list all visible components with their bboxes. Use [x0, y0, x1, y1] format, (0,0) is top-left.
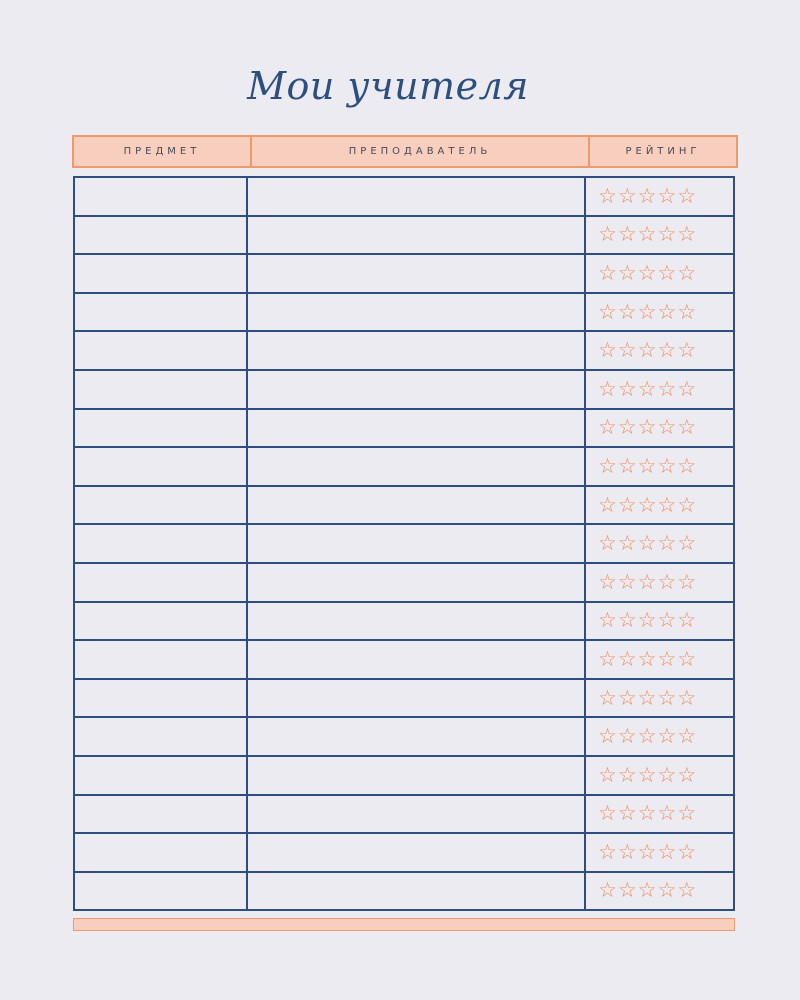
table-row	[75, 796, 733, 835]
teacher-cell[interactable]	[248, 873, 586, 910]
outline-star-icon[interactable]: ☆	[657, 685, 677, 710]
outline-star-icon[interactable]: ☆	[637, 608, 657, 633]
teacher-cell[interactable]	[248, 718, 586, 755]
outline-star-icon[interactable]: ☆	[657, 299, 677, 324]
outline-star-icon[interactable]: ☆	[657, 492, 677, 517]
outline-star-icon[interactable]: ☆	[677, 762, 697, 787]
subject-cell[interactable]	[75, 178, 248, 215]
outline-star-icon[interactable]: ☆	[598, 415, 617, 440]
subject-cell[interactable]	[75, 796, 248, 833]
outline-star-icon[interactable]: ☆	[677, 646, 697, 671]
header-rating: РЕЙТИНГ	[588, 137, 736, 166]
rating-cell	[586, 217, 733, 254]
table-row	[75, 217, 733, 256]
teacher-cell[interactable]	[248, 294, 586, 331]
table-row	[75, 410, 733, 449]
outline-star-icon[interactable]: ☆	[657, 569, 677, 594]
outline-star-icon[interactable]: ☆	[637, 531, 657, 556]
table-header	[72, 135, 738, 168]
subject-cell[interactable]	[75, 410, 248, 447]
outline-star-icon[interactable]: ☆	[617, 260, 637, 285]
rating-cell	[586, 448, 733, 485]
outline-star-icon[interactable]: ☆	[598, 569, 617, 594]
rating-cell	[586, 410, 733, 447]
rating-cell	[586, 332, 733, 369]
table-row	[75, 641, 733, 680]
outline-star-icon[interactable]: ☆	[657, 260, 677, 285]
outline-star-icon[interactable]: ☆	[637, 338, 657, 363]
outline-star-icon[interactable]: ☆	[637, 183, 657, 208]
outline-star-icon[interactable]: ☆	[598, 839, 617, 864]
footer-bar	[73, 918, 735, 931]
outline-star-icon[interactable]: ☆	[598, 878, 617, 903]
subject-cell[interactable]	[75, 448, 248, 485]
teacher-cell[interactable]	[248, 525, 586, 562]
subject-cell[interactable]	[75, 294, 248, 331]
outline-star-icon[interactable]: ☆	[637, 724, 657, 749]
teachers-table	[73, 176, 735, 911]
outline-star-icon[interactable]: ☆	[677, 222, 697, 247]
subject-cell[interactable]	[75, 255, 248, 292]
teacher-cell[interactable]	[248, 410, 586, 447]
subject-cell[interactable]	[75, 680, 248, 717]
subject-cell[interactable]	[75, 371, 248, 408]
teacher-cell[interactable]	[248, 796, 586, 833]
subject-cell[interactable]	[75, 873, 248, 910]
outline-star-icon[interactable]: ☆	[677, 569, 697, 594]
outline-star-icon[interactable]: ☆	[637, 839, 657, 864]
page-title: Мои учителя	[247, 64, 529, 108]
rating-cell	[586, 796, 733, 833]
rating-cell	[586, 564, 733, 601]
outline-star-icon[interactable]: ☆	[657, 724, 677, 749]
table-row	[75, 834, 733, 873]
outline-star-icon[interactable]: ☆	[637, 685, 657, 710]
outline-star-icon[interactable]: ☆	[677, 801, 697, 826]
rating-cell	[586, 255, 733, 292]
outline-star-icon[interactable]: ☆	[657, 801, 677, 826]
table-row	[75, 564, 733, 603]
outline-star-icon[interactable]: ☆	[598, 260, 617, 285]
teacher-cell[interactable]	[248, 487, 586, 524]
subject-cell[interactable]	[75, 757, 248, 794]
outline-star-icon[interactable]: ☆	[677, 608, 697, 633]
outline-star-icon[interactable]: ☆	[617, 415, 637, 440]
outline-star-icon[interactable]: ☆	[677, 531, 697, 556]
outline-star-icon[interactable]: ☆	[677, 839, 697, 864]
teacher-cell[interactable]	[248, 603, 586, 640]
table-row	[75, 603, 733, 642]
outline-star-icon[interactable]: ☆	[637, 801, 657, 826]
outline-star-icon[interactable]: ☆	[598, 453, 617, 478]
outline-star-icon[interactable]: ☆	[637, 453, 657, 478]
outline-star-icon[interactable]: ☆	[637, 376, 657, 401]
rating-cell	[586, 680, 733, 717]
outline-star-icon[interactable]: ☆	[617, 608, 637, 633]
rating-cell	[586, 178, 733, 215]
table-row	[75, 448, 733, 487]
outline-star-icon[interactable]: ☆	[677, 685, 697, 710]
outline-star-icon[interactable]: ☆	[657, 762, 677, 787]
rating-cell	[586, 371, 733, 408]
outline-star-icon[interactable]: ☆	[637, 646, 657, 671]
outline-star-icon[interactable]: ☆	[677, 415, 697, 440]
outline-star-icon[interactable]: ☆	[657, 878, 677, 903]
outline-star-icon[interactable]: ☆	[617, 183, 637, 208]
teacher-cell[interactable]	[248, 757, 586, 794]
teacher-cell[interactable]	[248, 178, 586, 215]
outline-star-icon[interactable]: ☆	[657, 839, 677, 864]
rating-cell	[586, 294, 733, 331]
table-row	[75, 371, 733, 410]
teacher-cell[interactable]	[248, 641, 586, 678]
outline-star-icon[interactable]: ☆	[677, 376, 697, 401]
rating-cell	[586, 834, 733, 871]
rating-cell	[586, 873, 733, 910]
outline-star-icon[interactable]: ☆	[617, 839, 637, 864]
teacher-cell[interactable]	[248, 834, 586, 871]
outline-star-icon[interactable]: ☆	[598, 801, 617, 826]
outline-star-icon[interactable]: ☆	[598, 531, 617, 556]
subject-cell[interactable]	[75, 834, 248, 871]
rating-cell	[586, 718, 733, 755]
outline-star-icon[interactable]: ☆	[598, 608, 617, 633]
header-subject: ПРЕДМЕТ	[123, 146, 201, 157]
subject-cell[interactable]	[75, 641, 248, 678]
outline-star-icon[interactable]: ☆	[617, 222, 637, 247]
table-row	[75, 294, 733, 333]
table-row	[75, 680, 733, 719]
outline-star-icon[interactable]: ☆	[598, 646, 617, 671]
subject-cell[interactable]	[75, 603, 248, 640]
outline-star-icon[interactable]: ☆	[637, 569, 657, 594]
outline-star-icon[interactable]: ☆	[598, 762, 617, 787]
outline-star-icon[interactable]: ☆	[598, 376, 617, 401]
outline-star-icon[interactable]: ☆	[637, 492, 657, 517]
outline-star-icon[interactable]: ☆	[617, 492, 637, 517]
outline-star-icon[interactable]: ☆	[657, 415, 677, 440]
table-row	[75, 332, 733, 371]
outline-star-icon[interactable]: ☆	[677, 492, 697, 517]
table-row	[75, 487, 733, 526]
outline-star-icon[interactable]: ☆	[598, 222, 617, 247]
table-row	[75, 525, 733, 564]
outline-star-icon[interactable]: ☆	[637, 415, 657, 440]
outline-star-icon[interactable]: ☆	[598, 685, 617, 710]
outline-star-icon[interactable]: ☆	[617, 801, 637, 826]
outline-star-icon[interactable]: ☆	[617, 569, 637, 594]
outline-star-icon[interactable]: ☆	[598, 299, 617, 324]
outline-star-icon[interactable]: ☆	[657, 183, 677, 208]
outline-star-icon[interactable]: ☆	[617, 531, 637, 556]
subject-cell[interactable]	[75, 487, 248, 524]
subject-cell[interactable]	[75, 525, 248, 562]
outline-star-icon[interactable]: ☆	[617, 724, 637, 749]
outline-star-icon[interactable]: ☆	[657, 608, 677, 633]
outline-star-icon[interactable]: ☆	[657, 531, 677, 556]
outline-star-icon[interactable]: ☆	[617, 299, 637, 324]
subject-cell[interactable]	[75, 217, 248, 254]
outline-star-icon[interactable]: ☆	[657, 453, 677, 478]
outline-star-icon[interactable]: ☆	[677, 338, 697, 363]
outline-star-icon[interactable]: ☆	[598, 183, 617, 208]
rating-cell	[586, 641, 733, 678]
outline-star-icon[interactable]: ☆	[617, 338, 637, 363]
outline-star-icon[interactable]: ☆	[617, 646, 637, 671]
outline-star-icon[interactable]: ☆	[637, 878, 657, 903]
teacher-cell[interactable]	[248, 217, 586, 254]
outline-star-icon[interactable]: ☆	[657, 338, 677, 363]
teacher-cell[interactable]	[248, 371, 586, 408]
outline-star-icon[interactable]: ☆	[637, 260, 657, 285]
outline-star-icon[interactable]: ☆	[677, 878, 697, 903]
rating-cell	[586, 487, 733, 524]
outline-star-icon[interactable]: ☆	[677, 299, 697, 324]
outline-star-icon[interactable]: ☆	[617, 685, 637, 710]
subject-cell[interactable]	[75, 718, 248, 755]
outline-star-icon[interactable]: ☆	[677, 260, 697, 285]
outline-star-icon[interactable]: ☆	[657, 222, 677, 247]
teacher-cell[interactable]	[248, 564, 586, 601]
subject-cell[interactable]	[75, 564, 248, 601]
teacher-cell[interactable]	[248, 448, 586, 485]
outline-star-icon[interactable]: ☆	[598, 724, 617, 749]
outline-star-icon[interactable]: ☆	[598, 338, 617, 363]
outline-star-icon[interactable]: ☆	[598, 492, 617, 517]
rating-cell	[586, 757, 733, 794]
outline-star-icon[interactable]: ☆	[677, 724, 697, 749]
table-row	[75, 757, 733, 796]
subject-cell[interactable]	[75, 332, 248, 369]
outline-star-icon[interactable]: ☆	[677, 183, 697, 208]
outline-star-icon[interactable]: ☆	[637, 299, 657, 324]
outline-star-icon[interactable]: ☆	[637, 222, 657, 247]
header-teacher: ПРЕПОДАВАТЕЛЬ	[250, 137, 588, 166]
outline-star-icon[interactable]: ☆	[617, 453, 637, 478]
outline-star-icon[interactable]: ☆	[617, 878, 637, 903]
outline-star-icon[interactable]: ☆	[657, 376, 677, 401]
rating-cell	[586, 525, 733, 562]
outline-star-icon[interactable]: ☆	[677, 453, 697, 478]
table-row	[75, 873, 733, 912]
teacher-cell[interactable]	[248, 332, 586, 369]
table-row	[75, 178, 733, 217]
table-row	[75, 255, 733, 294]
outline-star-icon[interactable]: ☆	[637, 762, 657, 787]
teacher-cell[interactable]	[248, 255, 586, 292]
outline-star-icon[interactable]: ☆	[617, 376, 637, 401]
teacher-cell[interactable]	[248, 680, 586, 717]
outline-star-icon[interactable]: ☆	[657, 646, 677, 671]
table-row	[75, 718, 733, 757]
rating-cell	[586, 603, 733, 640]
outline-star-icon[interactable]: ☆	[617, 762, 637, 787]
